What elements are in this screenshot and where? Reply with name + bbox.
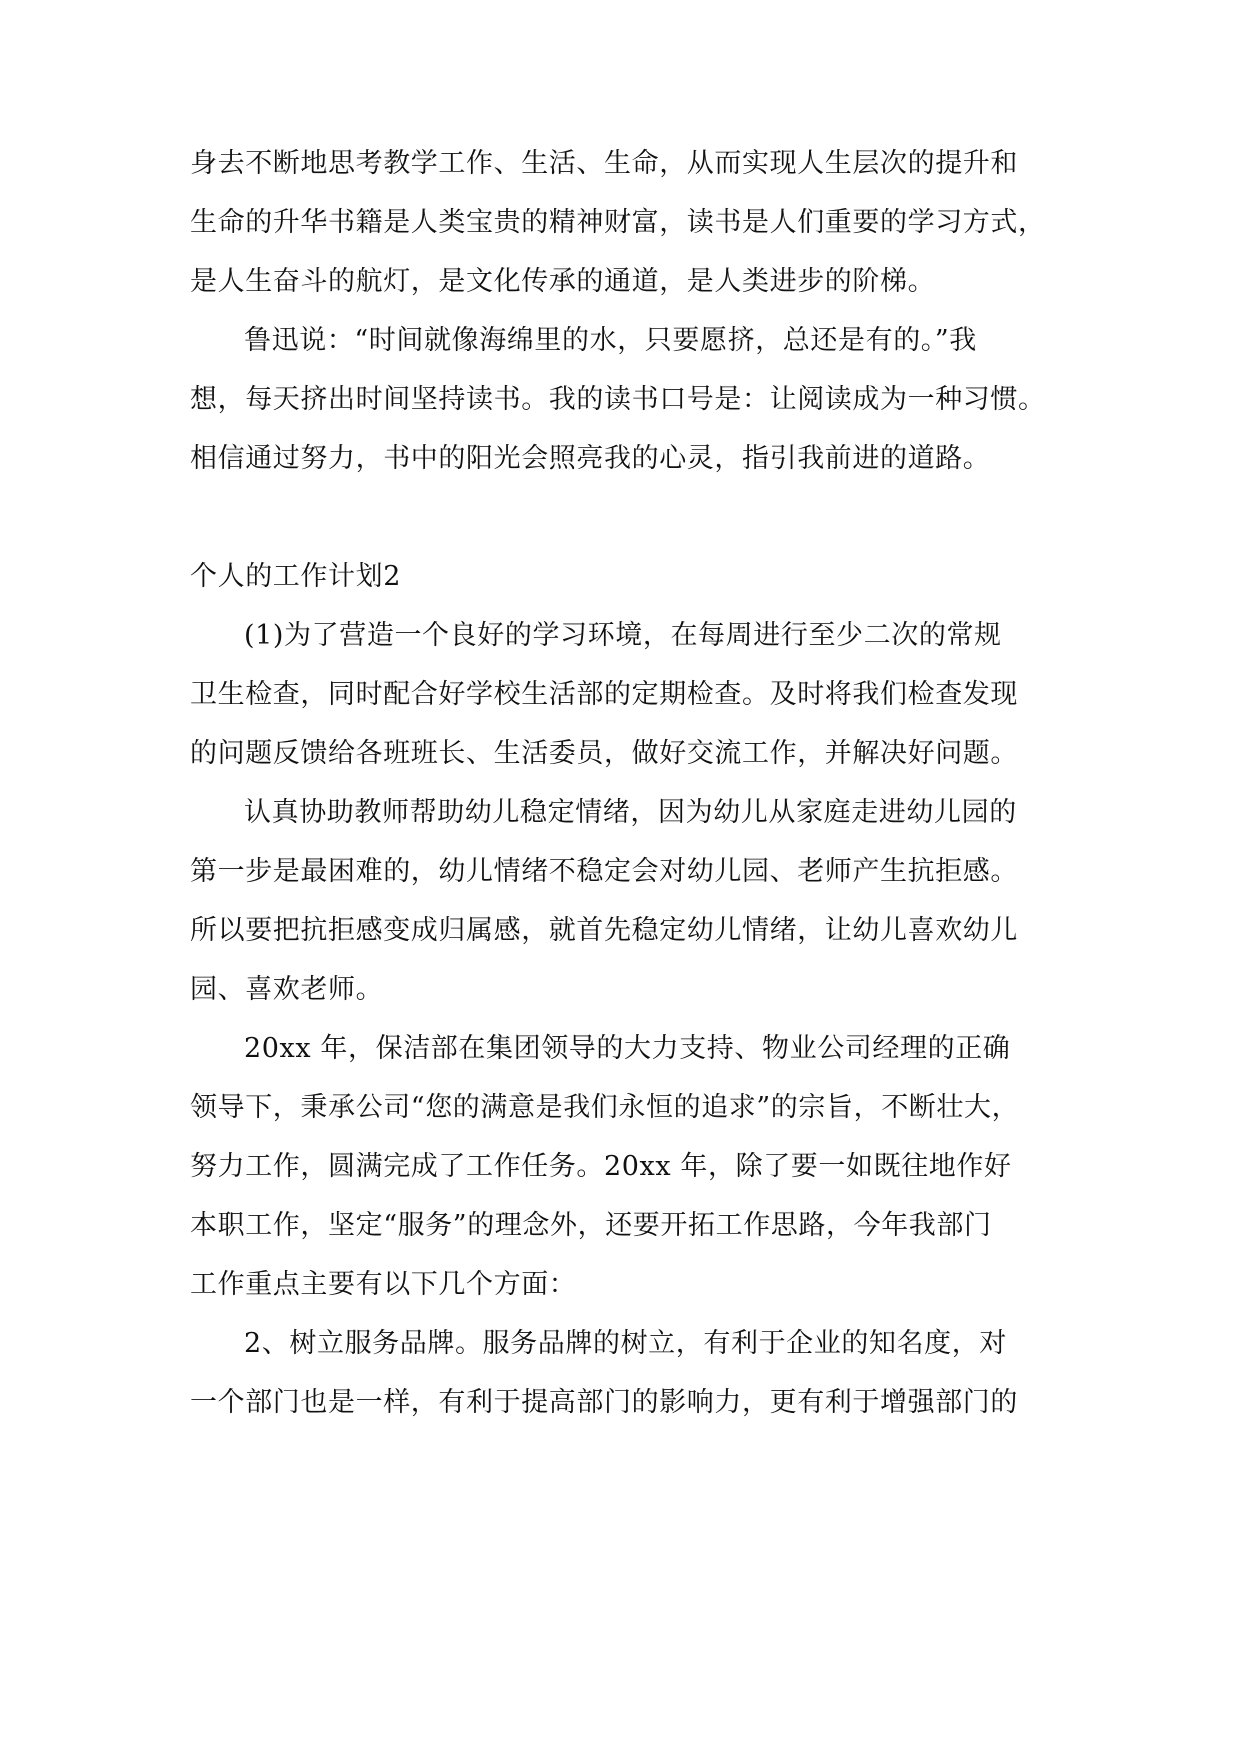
text-line: 领导下，秉承公司“您的满意是我们永恒的追求”的宗旨，不断壮大， [190,1092,1020,1123]
text-line: 第一步是最困难的，幼儿情绪不稳定会对幼儿园、老师产生抗拒感。 [190,856,1018,887]
text-line: 2、树立服务品牌。服务品牌的树立，有利于企业的知名度，对 [244,1328,1007,1359]
text-line: 相信通过努力，书中的阳光会照亮我的心灵，指引我前进的道路。 [190,443,991,474]
text-line: 想，每天挤出时间坚持读书。我的读书口号是：让阅读成为一种习惯。 [190,384,1046,415]
section-heading: 个人的工作计划2 [190,561,401,592]
text-line: 努力工作，圆满完成了工作任务。20xx 年，除了要一如既往地作好 [190,1151,1012,1182]
text-line: 鲁迅说：“时间就像海绵里的水，只要愿挤，总还是有的。”我 [244,325,977,356]
text-line: 所以要把抗拒感变成归属感，就首先稳定幼儿情绪，让幼儿喜欢幼儿 [190,915,1018,946]
text-line: 身去不断地思考教学工作、生活、生命，从而实现人生层次的提升和 [190,148,1018,179]
text-line: 本职工作，坚定“服务”的理念外，还要开拓工作思路，今年我部门 [190,1210,992,1241]
text-line: 工作重点主要有以下几个方面： [190,1269,577,1300]
text-line: 园、喜欢老师。 [190,974,384,1005]
text-line: 卫生检查，同时配合好学校生活部的定期检查。及时将我们检查发现 [190,679,1018,710]
text-line: 生命的升华书籍是人类宝贵的精神财富，读书是人们重要的学习方式， [190,207,1046,238]
text-line: 一个部门也是一样，有利于提高部门的影响力，更有利于增强部门的 [190,1387,1018,1418]
text-line: 的问题反馈给各班班长、生活委员，做好交流工作，并解决好问题。 [190,738,1018,769]
text-line: 认真协助教师帮助幼儿稳定情绪，因为幼儿从家庭走进幼儿园的 [244,797,1017,828]
text-line: 20xx 年，保洁部在集团领导的大力支持、物业公司经理的正确 [244,1033,1011,1064]
text-line: (1)为了营造一个良好的学习环境，在每周进行至少二次的常规 [244,620,1002,651]
text-line: 是人生奋斗的航灯，是文化传承的通道，是人类进步的阶梯。 [190,266,936,297]
